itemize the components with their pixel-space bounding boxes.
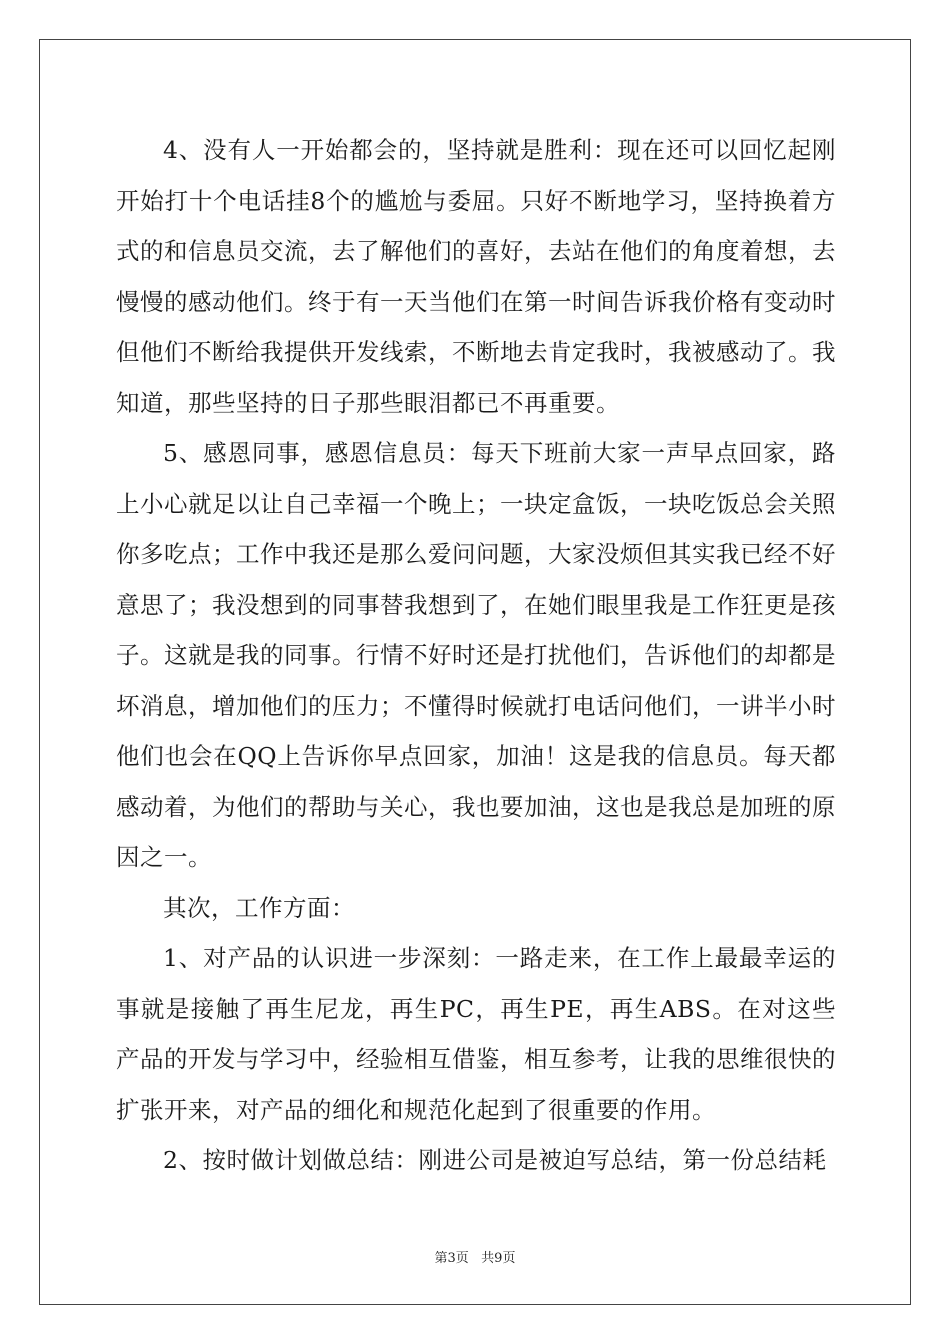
paragraph-perseverance: 4、没有人一开始都会的，坚持就是胜利：现在还可以回忆起刚开始打十个电话挂8个的尴尬与委屈。只好不断地学习，坚持换着方式的和信息员交流，去了解他们的喜好，去站在他们的角度着想，去慢慢的感动他们。终于有一天当他们在第一时间告诉我价格有变动时但他们不断给我提供开发线索，不断地去肯定我时，我被感动了。我知道，那些坚持的日子那些眼泪都已不再重要。 xyxy=(116,136,836,417)
page-number: 第3页 共9页 xyxy=(434,1251,516,1266)
paragraph-gratitude: 5、感恩同事，感恩信息员：每天下班前大家一声早点回家，路上小心就足以让自己幸福一个晚上；一块定盒饭，一块吃饭总会关照你多吃点；工作中我还是那么爱问问题，大家没烦但其实我已经不好意思了；我没想到的同事替我想到了，在她们眼里我是工作狂更是孩子。这就是我的同事。行情不好时还是打扰他们，告诉他们的却都是坏消息，增加他们的压力；不懂得时候就打电话问他们，一讲半小时他们也会在QQ上告诉你早点回家，加油！这是我的信息员。每天都感动着，为他们的帮助与关心，我也要加油，这也是我总是加班的原因之一。 xyxy=(116,439,836,871)
paragraph-product-knowledge: 1、对产品的认识进一步深刻：一路走来，在工作上最最幸运的事就是接触了再生尼龙，再生PC，再生PE，再生ABS。在对这些产品的开发与学习中，经验相互借鉴，相互参考，让我的思维很快的扩张开来，对产品的细化和规范化起到了很重要的作用。 xyxy=(116,944,836,1124)
paragraph-planning: 2、按时做计划做总结：刚进公司是被迫写总结，第一份总结耗 xyxy=(163,1146,827,1174)
page-footer xyxy=(0,1247,950,1266)
paragraph-work-heading: 其次，工作方面： xyxy=(163,893,355,922)
document-body xyxy=(116,125,836,1186)
